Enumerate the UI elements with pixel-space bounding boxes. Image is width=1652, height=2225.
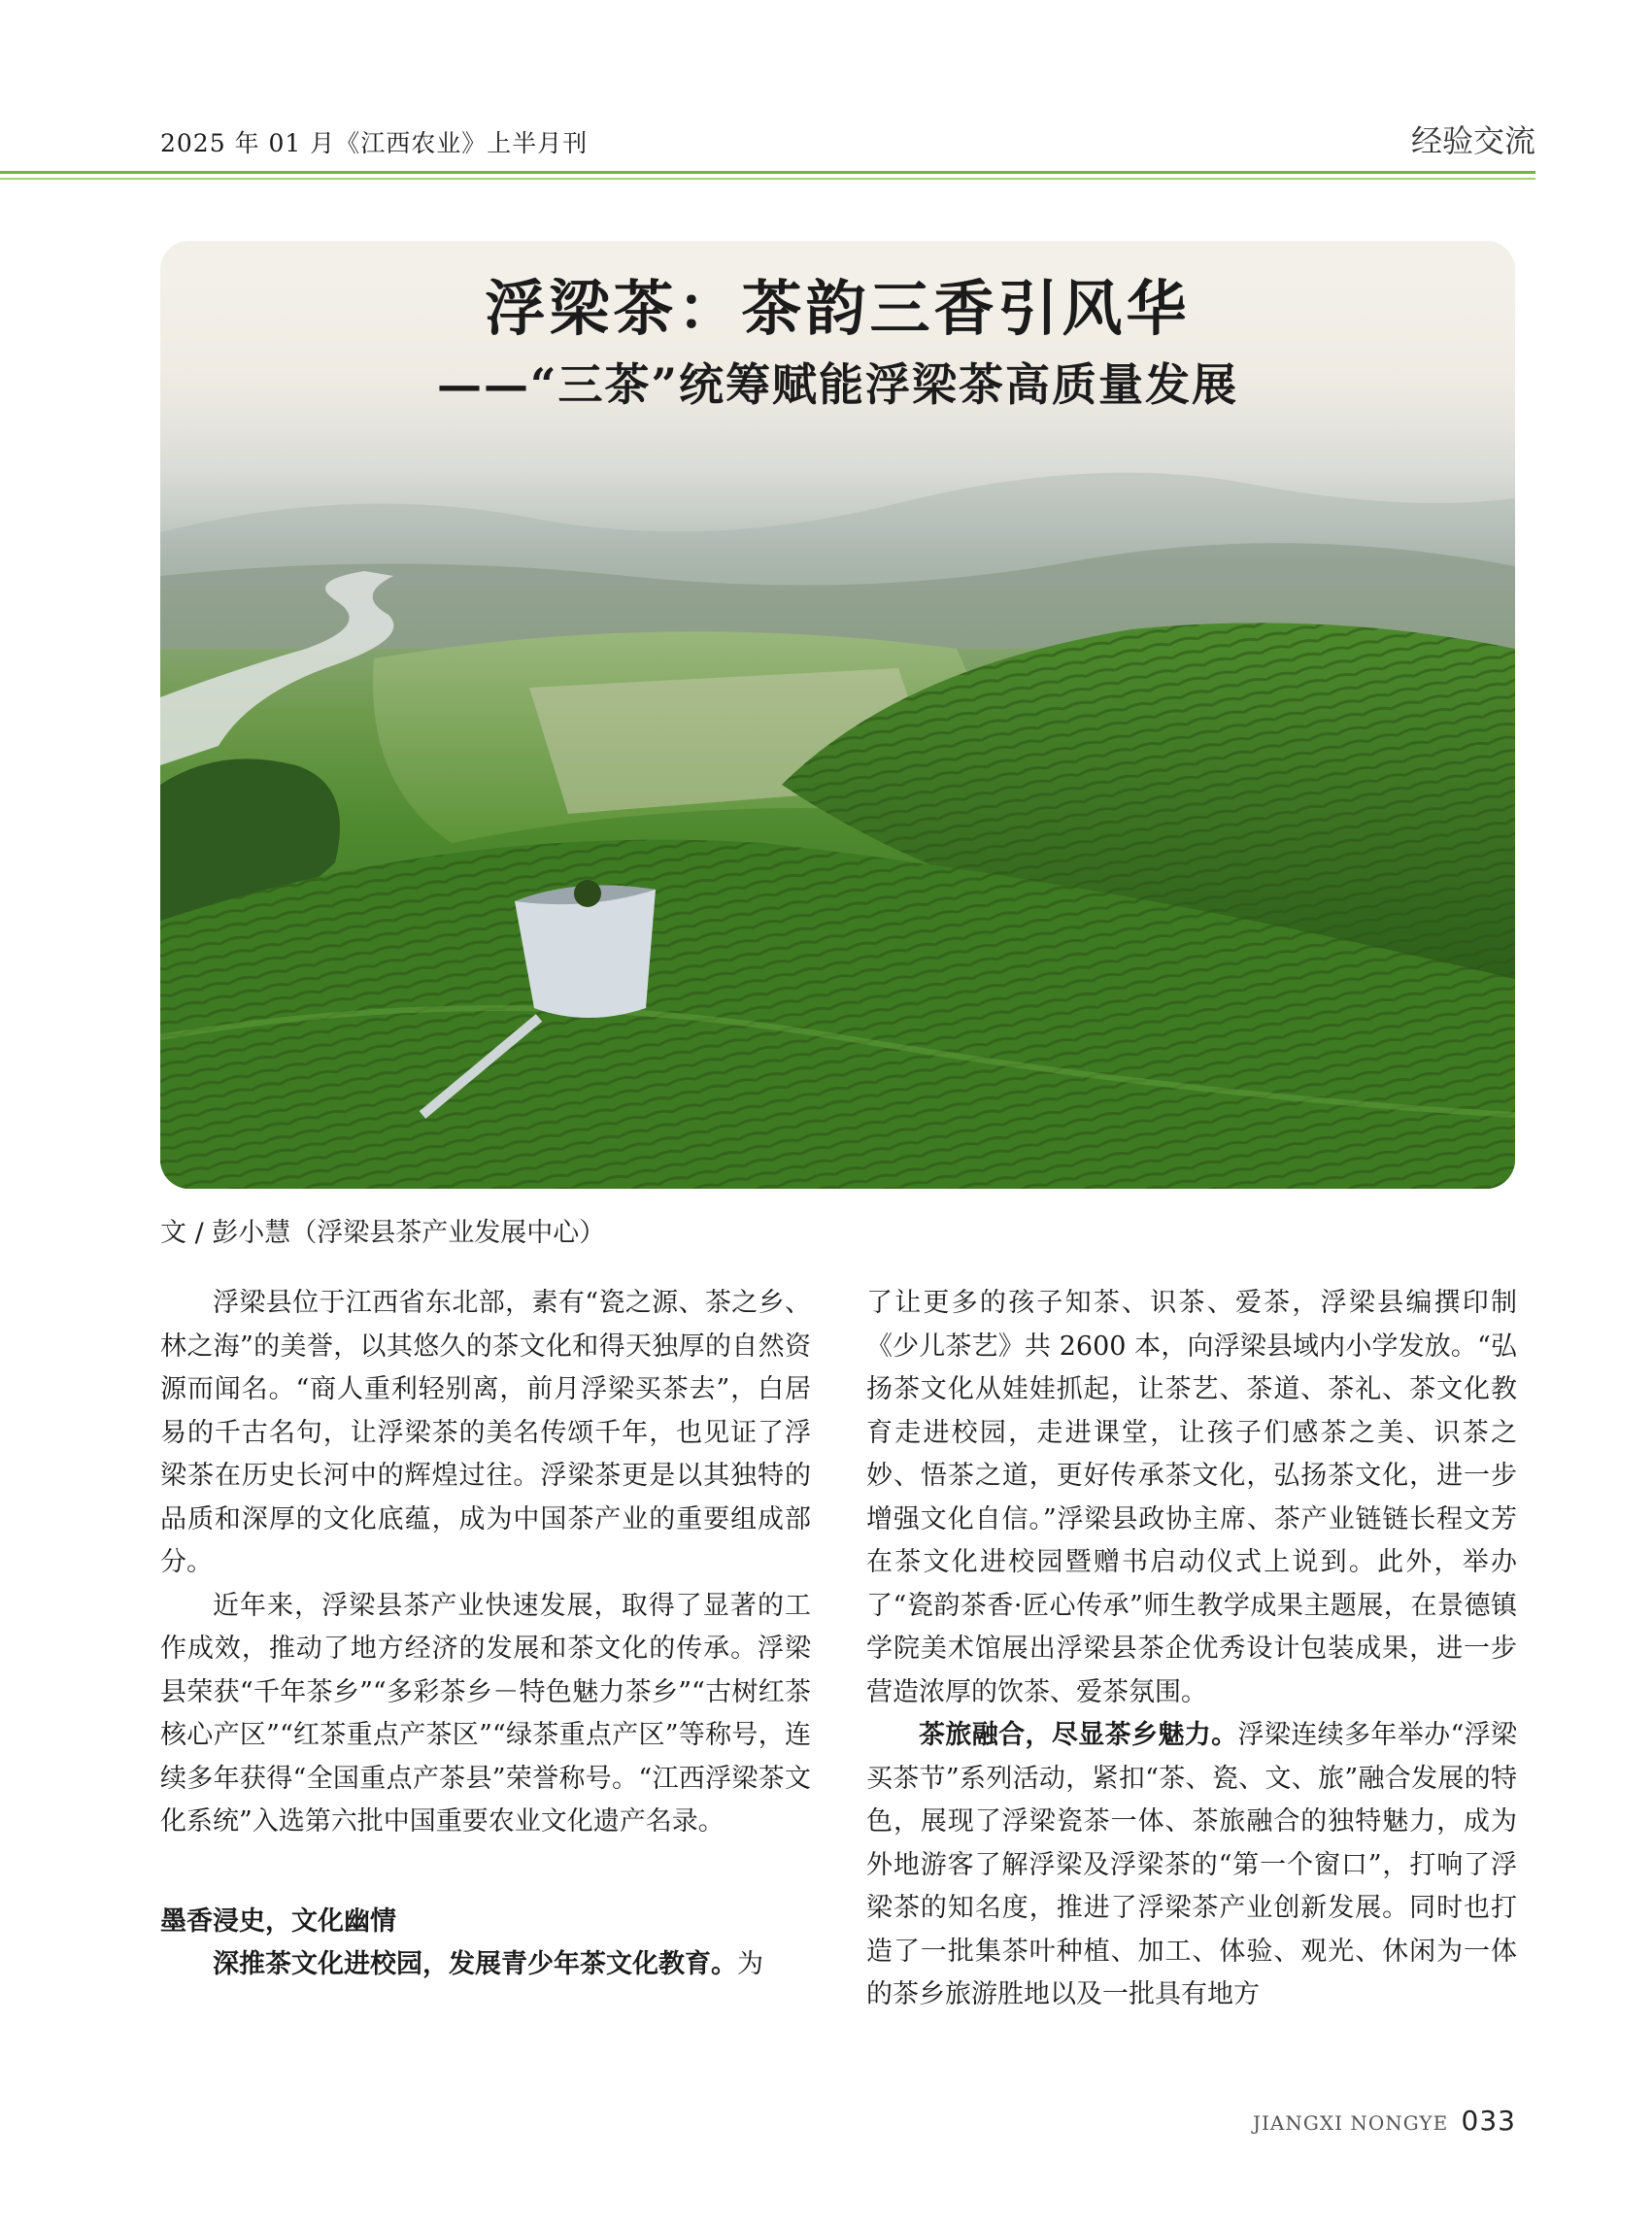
paragraph-campus bbox=[160, 1943, 811, 1987]
paragraph-lead: 茶旅融合，尽显茶乡魅力。 bbox=[919, 1720, 1238, 1750]
paragraph-development: 近年来，浮梁县茶产业快速发展，取得了显著的工作成效，推动了地方经济的发展和茶文化的传承。浮梁县荣获“千年茶乡”“多彩茶乡－特色魅力茶乡”“古树红茶核心产区”“红茶重点产茶区”“绿茶重点产区”等称号，连续多年获得“全国重点产茶县”荣誉称号。“江西浮梁茶文化系统”入选第六批中国重要农业文化遗产名录。 bbox=[160, 1590, 811, 1837]
header-rule-thin bbox=[0, 178, 1535, 180]
hero-banner bbox=[160, 241, 1515, 1189]
footer-journal: JIANGXI NONGYE bbox=[1253, 2111, 1449, 2135]
article-subtitle: ——“三茶”统筹赋能浮梁茶高质量发展 bbox=[437, 358, 1238, 411]
paragraph-text: 为 bbox=[737, 1949, 763, 1979]
paragraph-lead: 深推茶文化进校园，发展青少年茶文化教育。 bbox=[213, 1949, 737, 1979]
paragraph-tourism bbox=[866, 1714, 1517, 2017]
header-section: 经验交流 bbox=[1410, 122, 1535, 159]
byline: 文 / 彭小慧（浮梁县茶产业发展中心） bbox=[160, 1218, 606, 1248]
paragraph-text: 浮梁连续多年举办“浮梁买茶节”系列活动，紧扣“茶、瓷、文、旅”融合发展的特色，展现了浮梁瓷茶一体、茶旅融合的独特魅力，成为外地游客了解浮梁及浮梁茶的“第一个窗口”，打响了浮梁茶的知名度，推进了浮梁茶产业创新发展。同时也打造了一批集茶叶种植、加工、体验、观光、休闲为一体的茶乡旅游胜地以及一批具有地方 bbox=[866, 1720, 1517, 2009]
left-column bbox=[160, 1282, 811, 1987]
page-number: 033 bbox=[1461, 2105, 1516, 2137]
paragraph-intro: 浮梁县位于江西省东北部，素有“瓷之源、茶之乡、林之海”的美誉，以其悠久的茶文化和得天独厚的自然资源而闻名。“商人重利轻别离，前月浮梁买茶去”，白居易的千古名句，让浮梁茶的美名传颂千年，也见证了浮梁茶在历史长河中的辉煌过往。浮梁茶更是以其独特的品质和深厚的文化底蕴，成为中国茶产业的重要组成部分。 bbox=[160, 1288, 811, 1577]
paragraph-campus-cont: 了让更多的孩子知茶、识茶、爱茶，浮梁县编撰印制《少儿茶艺》共 2600 本，向浮梁县域内小学发放。“弘扬茶文化从娃娃抓起，让茶艺、茶道、茶礼、茶文化教育走进校园，走进课堂，让孩子们感茶之美、识茶之妙、悟茶之道，更好传承茶文化，弘扬茶文化，进一步增强文化自信。”浮梁县政协主席、茶产业链链长程文芳在茶文化进校园暨赠书启动仪式上说到。此外，举办了“瓷韵茶香·匠心传承”师生教学成果主题展，在景德镇学院美术馆展出浮梁县茶企优秀设计包装成果，进一步营造浓厚的饮茶、爱茶氛围。 bbox=[866, 1288, 1517, 1707]
header-rule bbox=[0, 171, 1535, 174]
section-heading: 墨香浸史，文化幽情 bbox=[160, 1905, 396, 1937]
header-issue: 2025 年 01 月《江西农业》上半月刊 bbox=[160, 129, 589, 157]
article-title: 浮梁茶：茶韵三香引风华 bbox=[485, 273, 1191, 344]
page-footer bbox=[1253, 2105, 1516, 2137]
right-column bbox=[866, 1282, 1517, 2017]
